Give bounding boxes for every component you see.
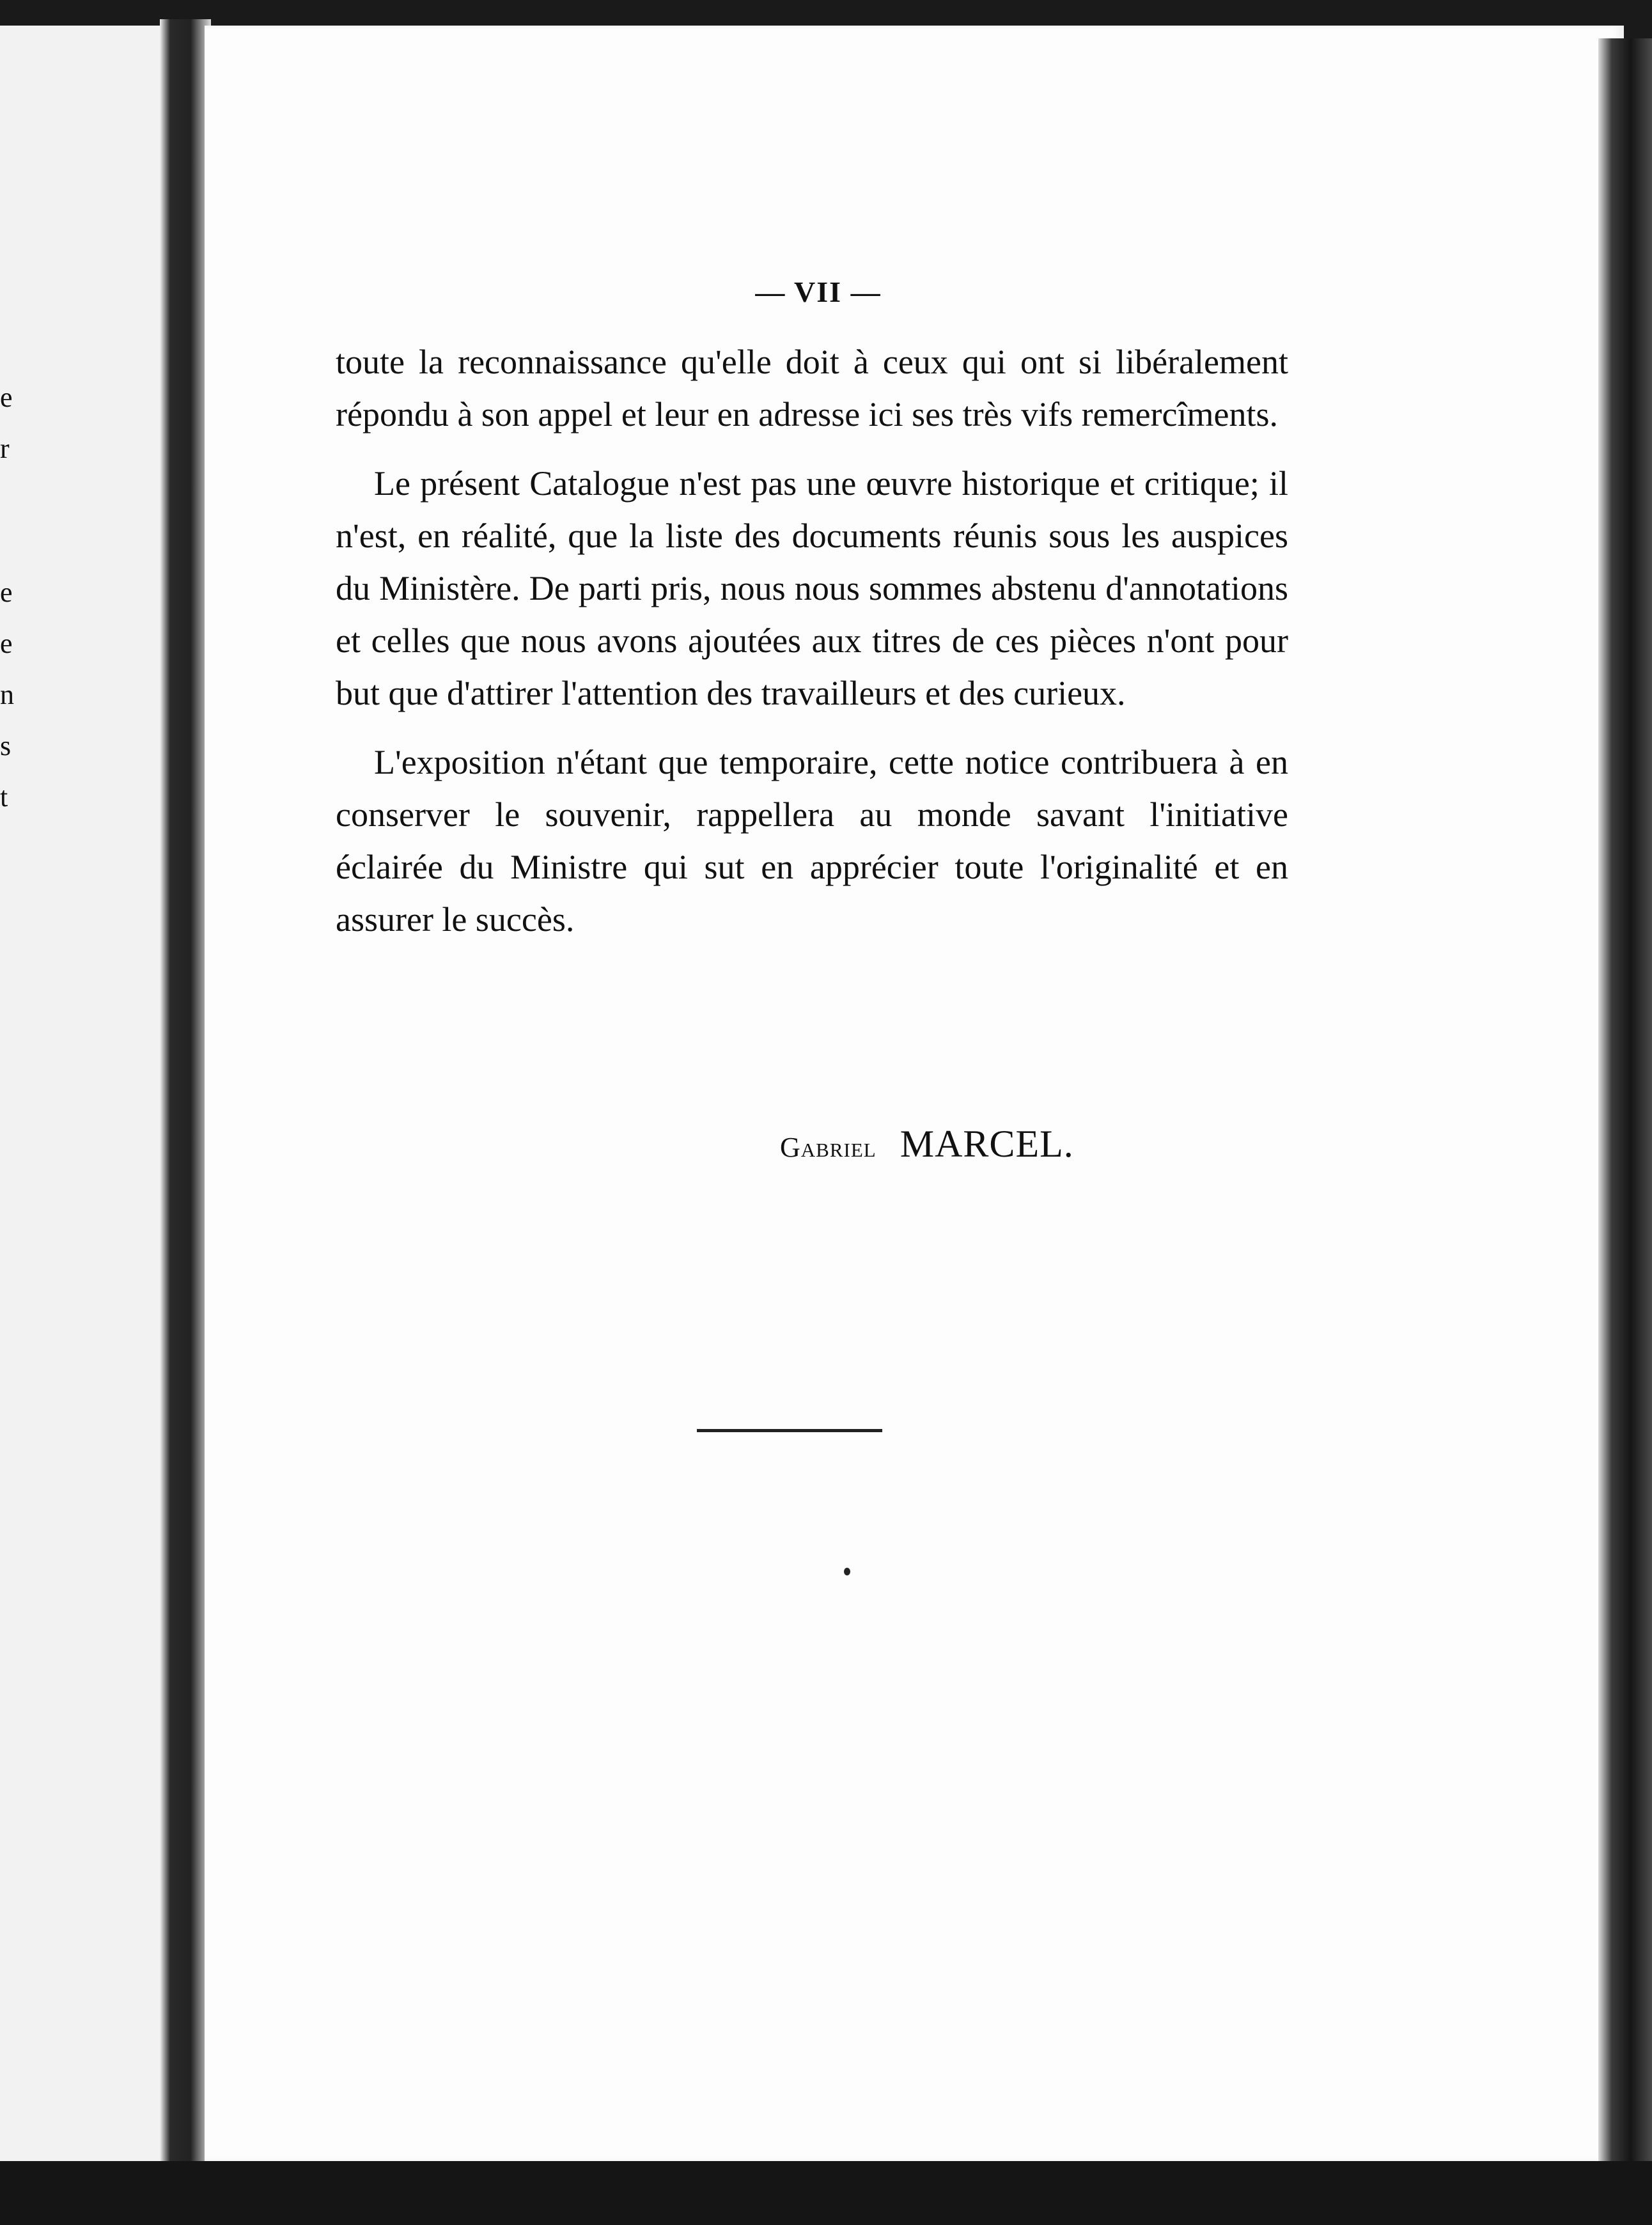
- left-facing-page: [0, 26, 160, 2161]
- edge-letter: e: [0, 577, 13, 608]
- ink-speck: [844, 1568, 850, 1575]
- edge-letter: e: [0, 382, 13, 413]
- paragraph-continuation: toute la reconnaissance qu'elle doit à ceux qui ont si libéralement répondu à son appel et leur en adresse ici ses très vifs remercîments.: [336, 343, 1288, 433]
- edge-letter: s: [0, 730, 12, 761]
- body-text: [336, 336, 1288, 962]
- closing-rule: [697, 1429, 882, 1432]
- edge-letter: r: [0, 433, 10, 464]
- signature-last-name: MARCEL.: [900, 1123, 1074, 1165]
- signature-first-name: Gabriel: [780, 1132, 877, 1163]
- edge-letter: t: [0, 781, 8, 813]
- edge-letter: n: [0, 679, 14, 710]
- paragraph-catalogue: Le présent Catalogue n'est pas une œuvre historique et critique; il n'est, en réalité, que la liste des documents réunis sous les auspices du Ministère. De parti pris, nous nous sommes abstenu d'annotations et celles que nous avons ajoutées aux titres de ces pièces n'ont pour but que d'attirer l'attention des travailleurs et des curieux.: [336, 464, 1288, 712]
- book-spine: [160, 19, 211, 2161]
- scan-border-bottom: [0, 2161, 1652, 2225]
- edge-letter: e: [0, 628, 13, 659]
- author-signature: [780, 1122, 1227, 1166]
- paragraph-exposition: L'exposition n'étant que temporaire, cette notice contribuera à en conserver le souvenir, rappellera au monde savant l'initiative éclairée du Ministre qui sut en apprécier toute l'originalité et en assurer le succès.: [336, 743, 1288, 939]
- page-folio: — VII —: [755, 276, 882, 308]
- page-edge-stack: [1598, 38, 1652, 2187]
